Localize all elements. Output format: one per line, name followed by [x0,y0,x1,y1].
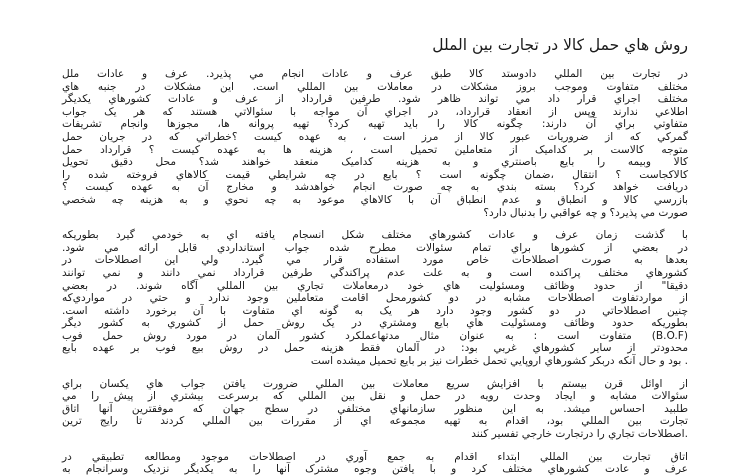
text-line: بعدها به صورت اصطلاحات خاص مورد استفاده قرار مي گيرد. ولي اين اصطلاحات در [62,254,688,267]
text-line: . بود و حال آنکه دربکر کشورهاي اروپايي تحمل خطرات نيز بر بايع تحميل ميشده است [310,355,688,368]
document-title: روش هاي حمل کالا در تجارت بين الملل [432,36,688,54]
text-line: دريافت خواهد کرد؟ بسته بندي به چه صورت انجام خواهدشد و مخارج آن به عهده کيست ؟ [62,181,688,194]
text-line: محدودتر از ساير کشورهاي غربي بود: در آلمان فقط هزينه حمل در روش بيع فوب بر عهده بايع [62,342,688,355]
paragraph-2 [62,229,688,368]
paragraph-1 [62,68,688,219]
text-line: صورت مي پذيرد؟ و چه عواقبي را بدنبال دارد؟ [483,206,688,219]
text-line: بطوريکه حدود وظائف ومسئوليت هاي بايع ومشتري در يک روش حمل از کشوري به کشور ديگر [62,317,688,330]
text-line: کالاکجاست ؟ انتقال ،ضمان چگونه است ؟ بايع در چه شرايطي قيمت کالاهاي فروخته شده را [62,168,688,181]
text-line: کشورهاي مختلف پراکنده است و به علت عدم پراکندگي طرفين قرارداد نمي دانند و نمي توانند [62,266,688,279]
text-line: عرف و عادت کشورهاي مختلف کرد و با يافتن وجوه مشترک آنها را به يکديگر نزديک وسرانجام به [62,463,688,476]
paragraph-3 [62,378,688,441]
text-line: (B.O.F) متفاوت است : به عنوان مثال مدتهاعملکرد کشور آلمان در مورد روش حمل فوب [62,329,688,342]
text-line: متفاوتي براي آن دارند: چگونه کالا را بايد تهيه کرد؟ تهيه پروانه ها، مجوزها وانجام تشريفات [62,118,688,131]
text-line: بازرسي کالا و انطباق و عدم انطباق آن با کالاهاي موعود به چه نحوي و به هزينه چه شخصي [62,193,688,206]
text-line: در تجارت بين المللي دادوستد کالا طبق عرف و عادات انجام مي پذيرد. عرف و عادات ملل [62,68,688,80]
text-line: گمرکي که از ضروريات عبور کالا از مرز است ، به عهده کيست ؟خطراتي که در جريان حمل [62,130,688,143]
text-line: مختلف اجراي قرار داد مي تواند ظاهر شود. طرفين قرارداد از عرف و عادات کشورهاي يکديگر [62,93,688,106]
text-line: کالا وبيمه را بايع باصنتري و به هزينه کداميک منعقد خواهند شد؟ محل دقيق تحويل [62,156,688,169]
text-line: از اوائل قرن بيستم با افزايش سريع معاملات بين المللي ضرورت يافتن جواب هاي يکسان براي [62,377,688,390]
text-line: .اصطلاحات تجاري را درتجارت خارجي تفسير کنند [471,428,688,441]
text-line: با گذشت زمان عرف و عادات کشورهاي مختلف شکل انسجام يافته اي به خودمي گيرد بطوريکه [62,229,688,242]
text-line: دقيقا" از حدود وظائف ومسئوليت هاي خود درمعاملات تجاري بين المللي آگاه شوند. در بعضي [62,279,688,292]
text-line: تجارت بين المللي بود، اقدام به تهيه مجموعه اي از مقررات بين المللي کردند تا رايج ترين [62,415,688,428]
text-line: در بعضي از کشورها براي تمام سئوالات مطرح شده جواب استانداردي قابل ارائه مي شود. [62,241,688,254]
text-line: متوجه کالاست بر کداميک از متعاملين تحميل است ، هزينه ها به عهده کيست ؟ قرارداد حمل [62,143,688,156]
text-line: اطلاعي ندارند وپس از انعقاد قرارداد، در اجراي آن مواجه با سئوالاتي هستند که هر يک جواب [62,105,688,118]
text-line: چنين اصطلاحاتي در دو کشور وجود دارد هر يک به گونه اي متفاوت با آن برخورد داشته است. [62,304,688,317]
text-line: طلبيد احساس ميشد. به اين منظور سازمانهاي مختلفي در سطح جهان که موفقترين آنها اتاق [62,402,688,415]
paragraph-4 [62,451,688,476]
text-line: از مواردتفاوت اصطلاحات مشابه در دو کشورمحل اقامت متعاملين وجود ندارد و حتي در مواردي‌که [62,292,688,305]
text-line: سئوالات مشابه و ايجاد وحدت رويه در حمل و نقل بين المللي که برسرعت بيشتري از پيش را مي [62,390,688,403]
text-line: اتاق تجارت بين المللي ابتداء اقدام به جمع آوري در اصطلاحات موجود ومطالعه تطبيقي در [62,450,688,463]
text-line: مختلف متفاوت وموجب بروز مشکلات در معاملات بين المللي است. اين مشکلات در جنبه هاي [62,80,688,93]
